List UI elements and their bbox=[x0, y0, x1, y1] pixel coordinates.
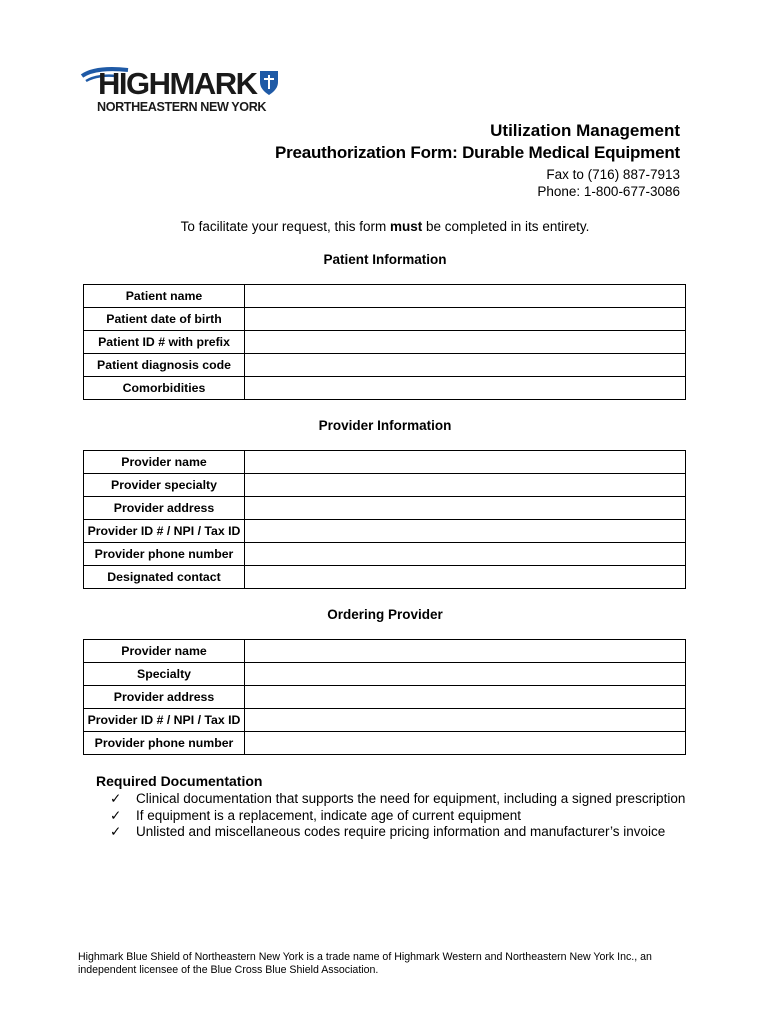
provider-name-field[interactable] bbox=[245, 451, 686, 474]
table-row bbox=[84, 331, 686, 354]
patient-comorbidities-field[interactable] bbox=[245, 377, 686, 400]
check-mark-icon: ✓ bbox=[110, 824, 122, 839]
required-documentation-title: Required Documentation bbox=[96, 773, 263, 789]
form-title: Utilization Management bbox=[490, 121, 680, 140]
form-subtitle: Preauthorization Form: Durable Medical Equipment bbox=[274, 143, 680, 162]
field-label: Provider address bbox=[84, 497, 245, 520]
provider-id-field[interactable] bbox=[245, 520, 686, 543]
blue-shield-icon bbox=[258, 68, 280, 96]
form-title-block bbox=[275, 120, 680, 200]
table-row bbox=[84, 709, 686, 732]
intro-text bbox=[0, 219, 770, 234]
list-item bbox=[96, 824, 696, 841]
phone-number: Phone: 1-800-677-3086 bbox=[537, 184, 680, 199]
provider-info-table bbox=[83, 450, 686, 589]
field-label: Comorbidities bbox=[84, 377, 245, 400]
table-row bbox=[84, 543, 686, 566]
field-label: Designated contact bbox=[84, 566, 245, 589]
patient-section-title: Patient Information bbox=[323, 252, 447, 267]
table-row bbox=[84, 663, 686, 686]
highmark-logo bbox=[80, 66, 290, 118]
table-row bbox=[84, 566, 686, 589]
ordering-provider-id-field[interactable] bbox=[245, 709, 686, 732]
table-row bbox=[84, 308, 686, 331]
table-row bbox=[84, 377, 686, 400]
field-label: Provider name bbox=[84, 640, 245, 663]
field-label: Provider address bbox=[84, 686, 245, 709]
field-label: Specialty bbox=[84, 663, 245, 686]
patient-name-field[interactable] bbox=[245, 285, 686, 308]
list-item-text: Clinical documentation that supports the need for equipment, including a signed prescription bbox=[136, 791, 686, 806]
table-row bbox=[84, 497, 686, 520]
intro-text-after: be completed in its entirety. bbox=[422, 219, 590, 234]
list-item-text: If equipment is a replacement, indicate age of current equipment bbox=[136, 807, 521, 823]
field-label: Provider phone number bbox=[84, 543, 245, 566]
ordering-specialty-field[interactable] bbox=[245, 663, 686, 686]
field-label: Patient name bbox=[84, 285, 245, 308]
table-row bbox=[84, 354, 686, 377]
field-label: Patient ID # with prefix bbox=[84, 331, 245, 354]
fax-number: Fax to (716) 887-7913 bbox=[546, 167, 680, 182]
patient-dob-field[interactable] bbox=[245, 308, 686, 331]
table-row bbox=[84, 686, 686, 709]
list-item bbox=[96, 808, 696, 825]
footer-disclaimer: Highmark Blue Shield of Northeastern New York is a trade name of Highmark Western and Northeastern New York Inc., an independent licensee of the Blue Cross Blue Shield Association. bbox=[78, 951, 652, 976]
field-label: Provider specialty bbox=[84, 474, 245, 497]
table-row bbox=[84, 732, 686, 755]
check-mark-icon: ✓ bbox=[110, 791, 122, 806]
ordering-provider-address-field[interactable] bbox=[245, 686, 686, 709]
table-row bbox=[84, 285, 686, 308]
table-row bbox=[84, 451, 686, 474]
patient-id-field[interactable] bbox=[245, 331, 686, 354]
patient-info-table bbox=[83, 284, 686, 400]
check-mark-icon: ✓ bbox=[110, 807, 122, 823]
list-item-text: Unlisted and miscellaneous codes require pricing information and manufacturer’s invoice bbox=[136, 824, 666, 839]
provider-address-field[interactable] bbox=[245, 497, 686, 520]
intro-text-before: To facilitate your request, this form bbox=[180, 219, 390, 234]
ordering-provider-section-title: Ordering Provider bbox=[327, 607, 443, 622]
field-label: Provider ID # / NPI / Tax ID bbox=[84, 709, 245, 732]
required-documentation-list bbox=[96, 791, 696, 841]
table-row bbox=[84, 640, 686, 663]
list-item bbox=[96, 791, 696, 808]
field-label: Patient date of birth bbox=[84, 308, 245, 331]
table-row bbox=[84, 520, 686, 543]
table-row bbox=[84, 474, 686, 497]
field-label: Provider ID # / NPI / Tax ID bbox=[84, 520, 245, 543]
intro-emphasis: must bbox=[389, 219, 423, 234]
provider-specialty-field[interactable] bbox=[245, 474, 686, 497]
provider-phone-field[interactable] bbox=[245, 543, 686, 566]
provider-section-title: Provider Information bbox=[318, 418, 452, 433]
field-label: Patient diagnosis code bbox=[84, 354, 245, 377]
ordering-provider-name-field[interactable] bbox=[245, 640, 686, 663]
field-label: Provider name bbox=[84, 451, 245, 474]
field-label: Provider phone number bbox=[84, 732, 245, 755]
patient-diagnosis-code-field[interactable] bbox=[245, 354, 686, 377]
ordering-provider-table bbox=[83, 639, 686, 755]
designated-contact-field[interactable] bbox=[245, 566, 686, 589]
logo-region-text: NORTHEASTERN NEW YORK bbox=[97, 100, 267, 114]
required-documentation bbox=[96, 773, 696, 841]
ordering-provider-phone-field[interactable] bbox=[245, 732, 686, 755]
logo-brand-text: HIGHMARK bbox=[98, 66, 257, 101]
